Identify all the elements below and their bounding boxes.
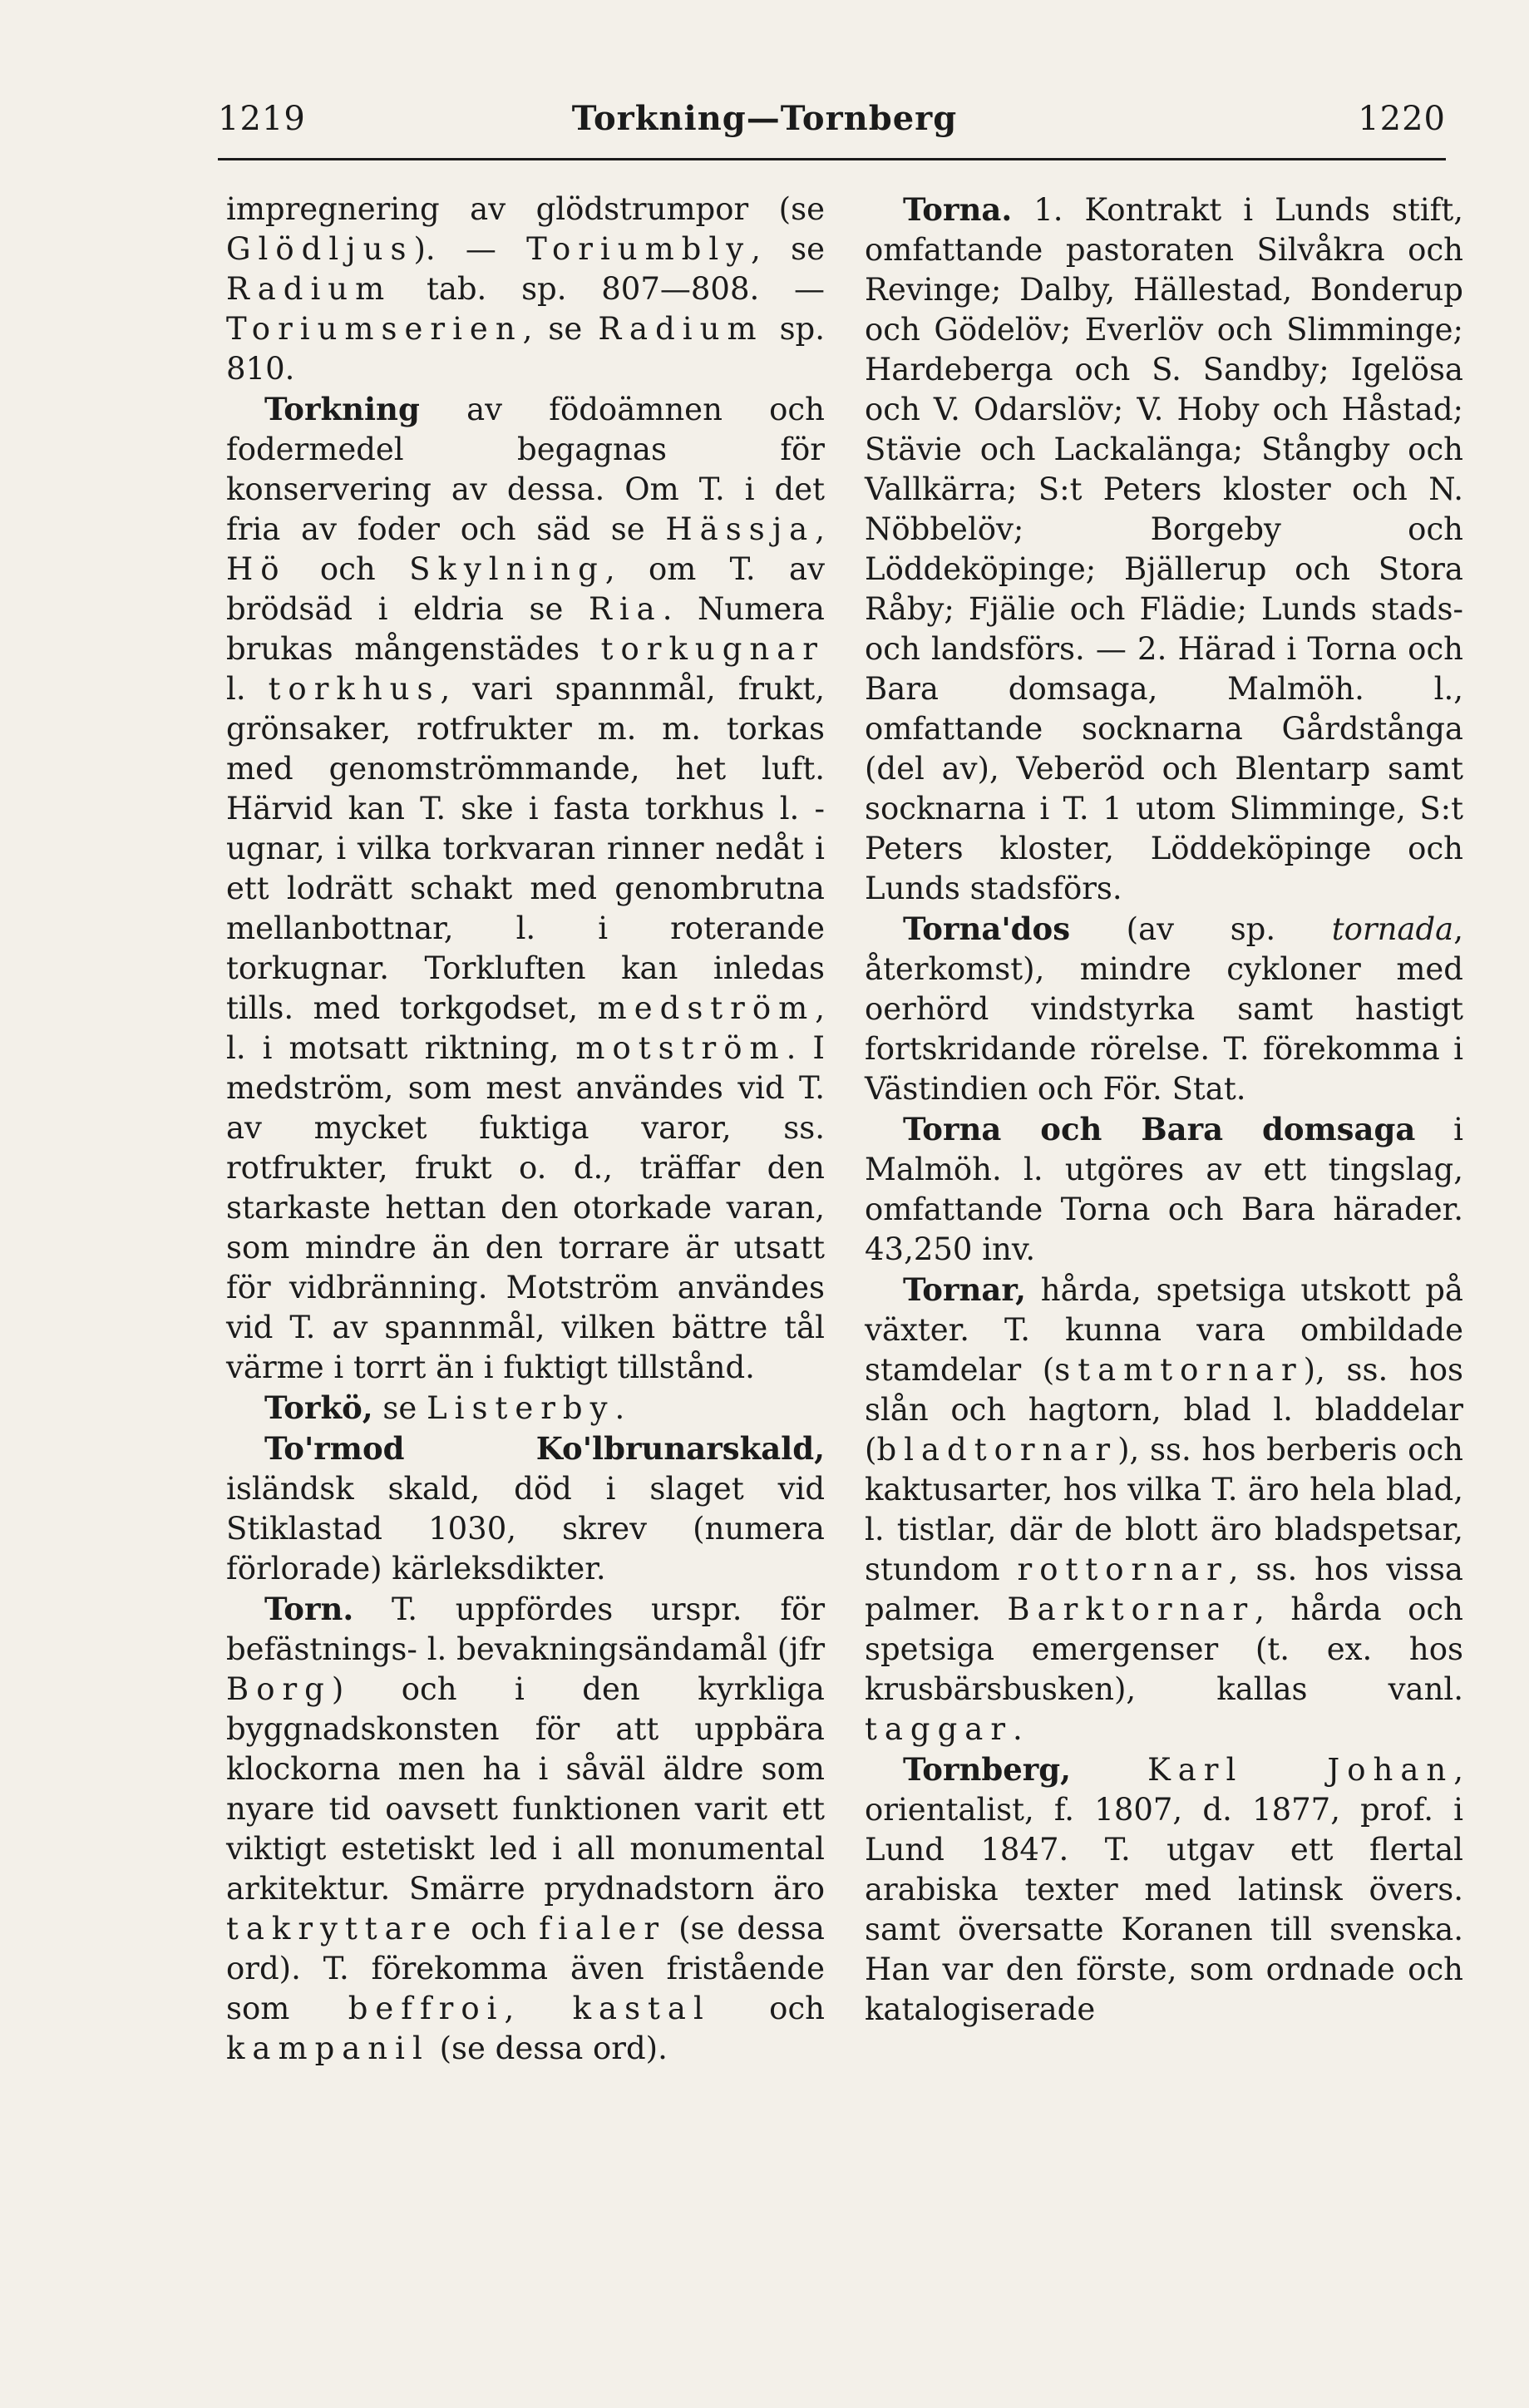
entry-continuation: impregnering av glödstrumpor (se Glödljus). — Toriumbly, se Radium tab. sp. 807—808. — Toriumserien, se Radium sp. 810.: [226, 191, 825, 387]
entry-torkning: Torkning av födoämnen och fodermedel begagnas för konservering av dessa. Om T. i det fria av foder och säd se Hässja, Hö och Skylning, om T. av brödsäd i eldria se Ria. Numera brukas mångenstädes torkugnar l. torkhus, vari spannmål, frukt, grönsaker, rotfrukter m. m. torkas med genomströmmande, het luft. Härvid kan T. ske i fasta torkhus l. -ugnar, i vilka torkvaran rinner nedåt i ett lodrätt schakt med genombrutna mellanbottnar, l. i roterande torkugnar. Torkluften kan inledas tills. med torkgodset, medström, l. i motsatt riktning, motström. I medström, som mest användes vid T. av mycket fuktiga varor, ss. rotfrukter, frukt o. d., träffar den starkaste hettan den otorkade varan, som mindre än den torrare är utsatt för vidbränning. Motström användes vid T. av spannmål, vilken bättre tål värme i torrt än i fuktigt tillstånd.: [226, 391, 826, 1385]
headword: Torkö,: [264, 1389, 373, 1426]
cross-ref: Toriumbly: [526, 231, 752, 267]
entry-torn: Torn. T. uppfördes urspr. för befästnings- l. bevakningsändamål (jfr Borg) och i den kyrkliga byggnadskonsten för att uppbära klockorna men ha i såväl äldre som nyare tid oavsett funktionen varit ett viktigt estetiskt led i all monumental arkitektur. Smärre prydnadstorn äro takryttare och fialer (se dessa ord). T. förekomma även fristående som beffroi, kastal och kampanil (se dessa ord).: [226, 1591, 825, 2066]
entry-torna-och-bara: Torna och Bara domsaga i Malmöh. l. utgöres av ett tingslag, omfattande Torna och Bara härader. 43,250 inv.: [865, 1111, 1463, 1267]
cross-ref: Toriumserien: [226, 311, 523, 347]
cross-ref: Glödljus: [226, 231, 414, 267]
headword: Tornberg,: [903, 1751, 1072, 1788]
right-page-number: 1220: [1358, 100, 1446, 138]
left-column: [226, 190, 825, 2069]
cross-ref: Radium: [598, 311, 764, 347]
left-page-number: 1219: [218, 100, 306, 138]
entry-tornados: Torna'dos (av sp. tornada, återkomst), mindre cykloner med oerhörd vindstyrka samt hastigt fortskridande rörelse. T. förekomma i Västindien och För. Stat.: [865, 910, 1463, 1107]
headword: Tornar,: [903, 1271, 1027, 1308]
headword: Torkning: [264, 391, 420, 427]
header-rule: [218, 158, 1446, 160]
headword: To'rmod Ko'lbrunarskald,: [264, 1430, 825, 1467]
headword: Torna och Bara domsaga: [903, 1111, 1416, 1147]
entry-tormod: To'rmod Ko'lbrunarskald, isländsk skald, död i slaget vid Stiklastad 1030, skrev (numera förlorade) kärleksdikter.: [226, 1430, 825, 1586]
headword: Torn.: [264, 1591, 354, 1627]
entry-tornar: Tornar, hårda, spetsiga utskott på växter. T. kunna vara ombildade stamdelar (stamtornar), ss. hos slån och hagtorn, blad l. bladdelar (bladtornar), ss. hos berberis och kaktusarter, hos vilka T. äro hela blad, l. tistlar, där de blott äro bladspetsar, stundom rottornar, ss. hos vissa palmer. Barktornar, hårda och spetsiga emergenser (t. ex. hos krusbärsbusken), kallas vanl. taggar.: [865, 1271, 1463, 1747]
headword: Torna'dos: [903, 910, 1071, 947]
entry-torna: Torna. 1. Kontrakt i Lunds stift, omfattande pastoraten Silvåkra och Revinge; Dalby, Hällestad, Bonderup och Gödelöv; Everlöv och Slimminge; Hardeberga och S. Sandby; Igelösa och V. Odarslöv; V. Hoby och Håstad; Stävie och Lackalänga; Stångby och Vallkärra; S:t Peters kloster och N. Nöbbelöv; Borgeby och Löddeköpinge; Bjällerup och Stora Råby; Fjälie och Flädie; Lunds stads- och landsförs. — 2. Härad i Torna och Bara domsaga, Malmöh. l., omfattande socknarna Gårdstånga (del av), Veberöd och Blentarp samt socknarna i T. 1 utom Slimminge, S:t Peters kloster, Löddeköpinge och Lunds stadsförs.: [865, 191, 1463, 906]
running-title: Torkning—Tornberg: [571, 99, 958, 138]
headword: Torna.: [903, 191, 1013, 228]
right-column: [865, 190, 1463, 2030]
entry-tornberg: Tornberg, Karl Johan, orientalist, f. 1807, d. 1877, prof. i Lund 1847. T. utgav ett flertal arabiska texter med latinsk övers. samt översatte Koranen till svenska. Han var den förste, som ordnade och katalogiserade: [865, 1751, 1463, 2027]
cross-ref: Radium: [226, 271, 392, 307]
entry-torko: Torkö, se Listerby.: [264, 1389, 625, 1426]
